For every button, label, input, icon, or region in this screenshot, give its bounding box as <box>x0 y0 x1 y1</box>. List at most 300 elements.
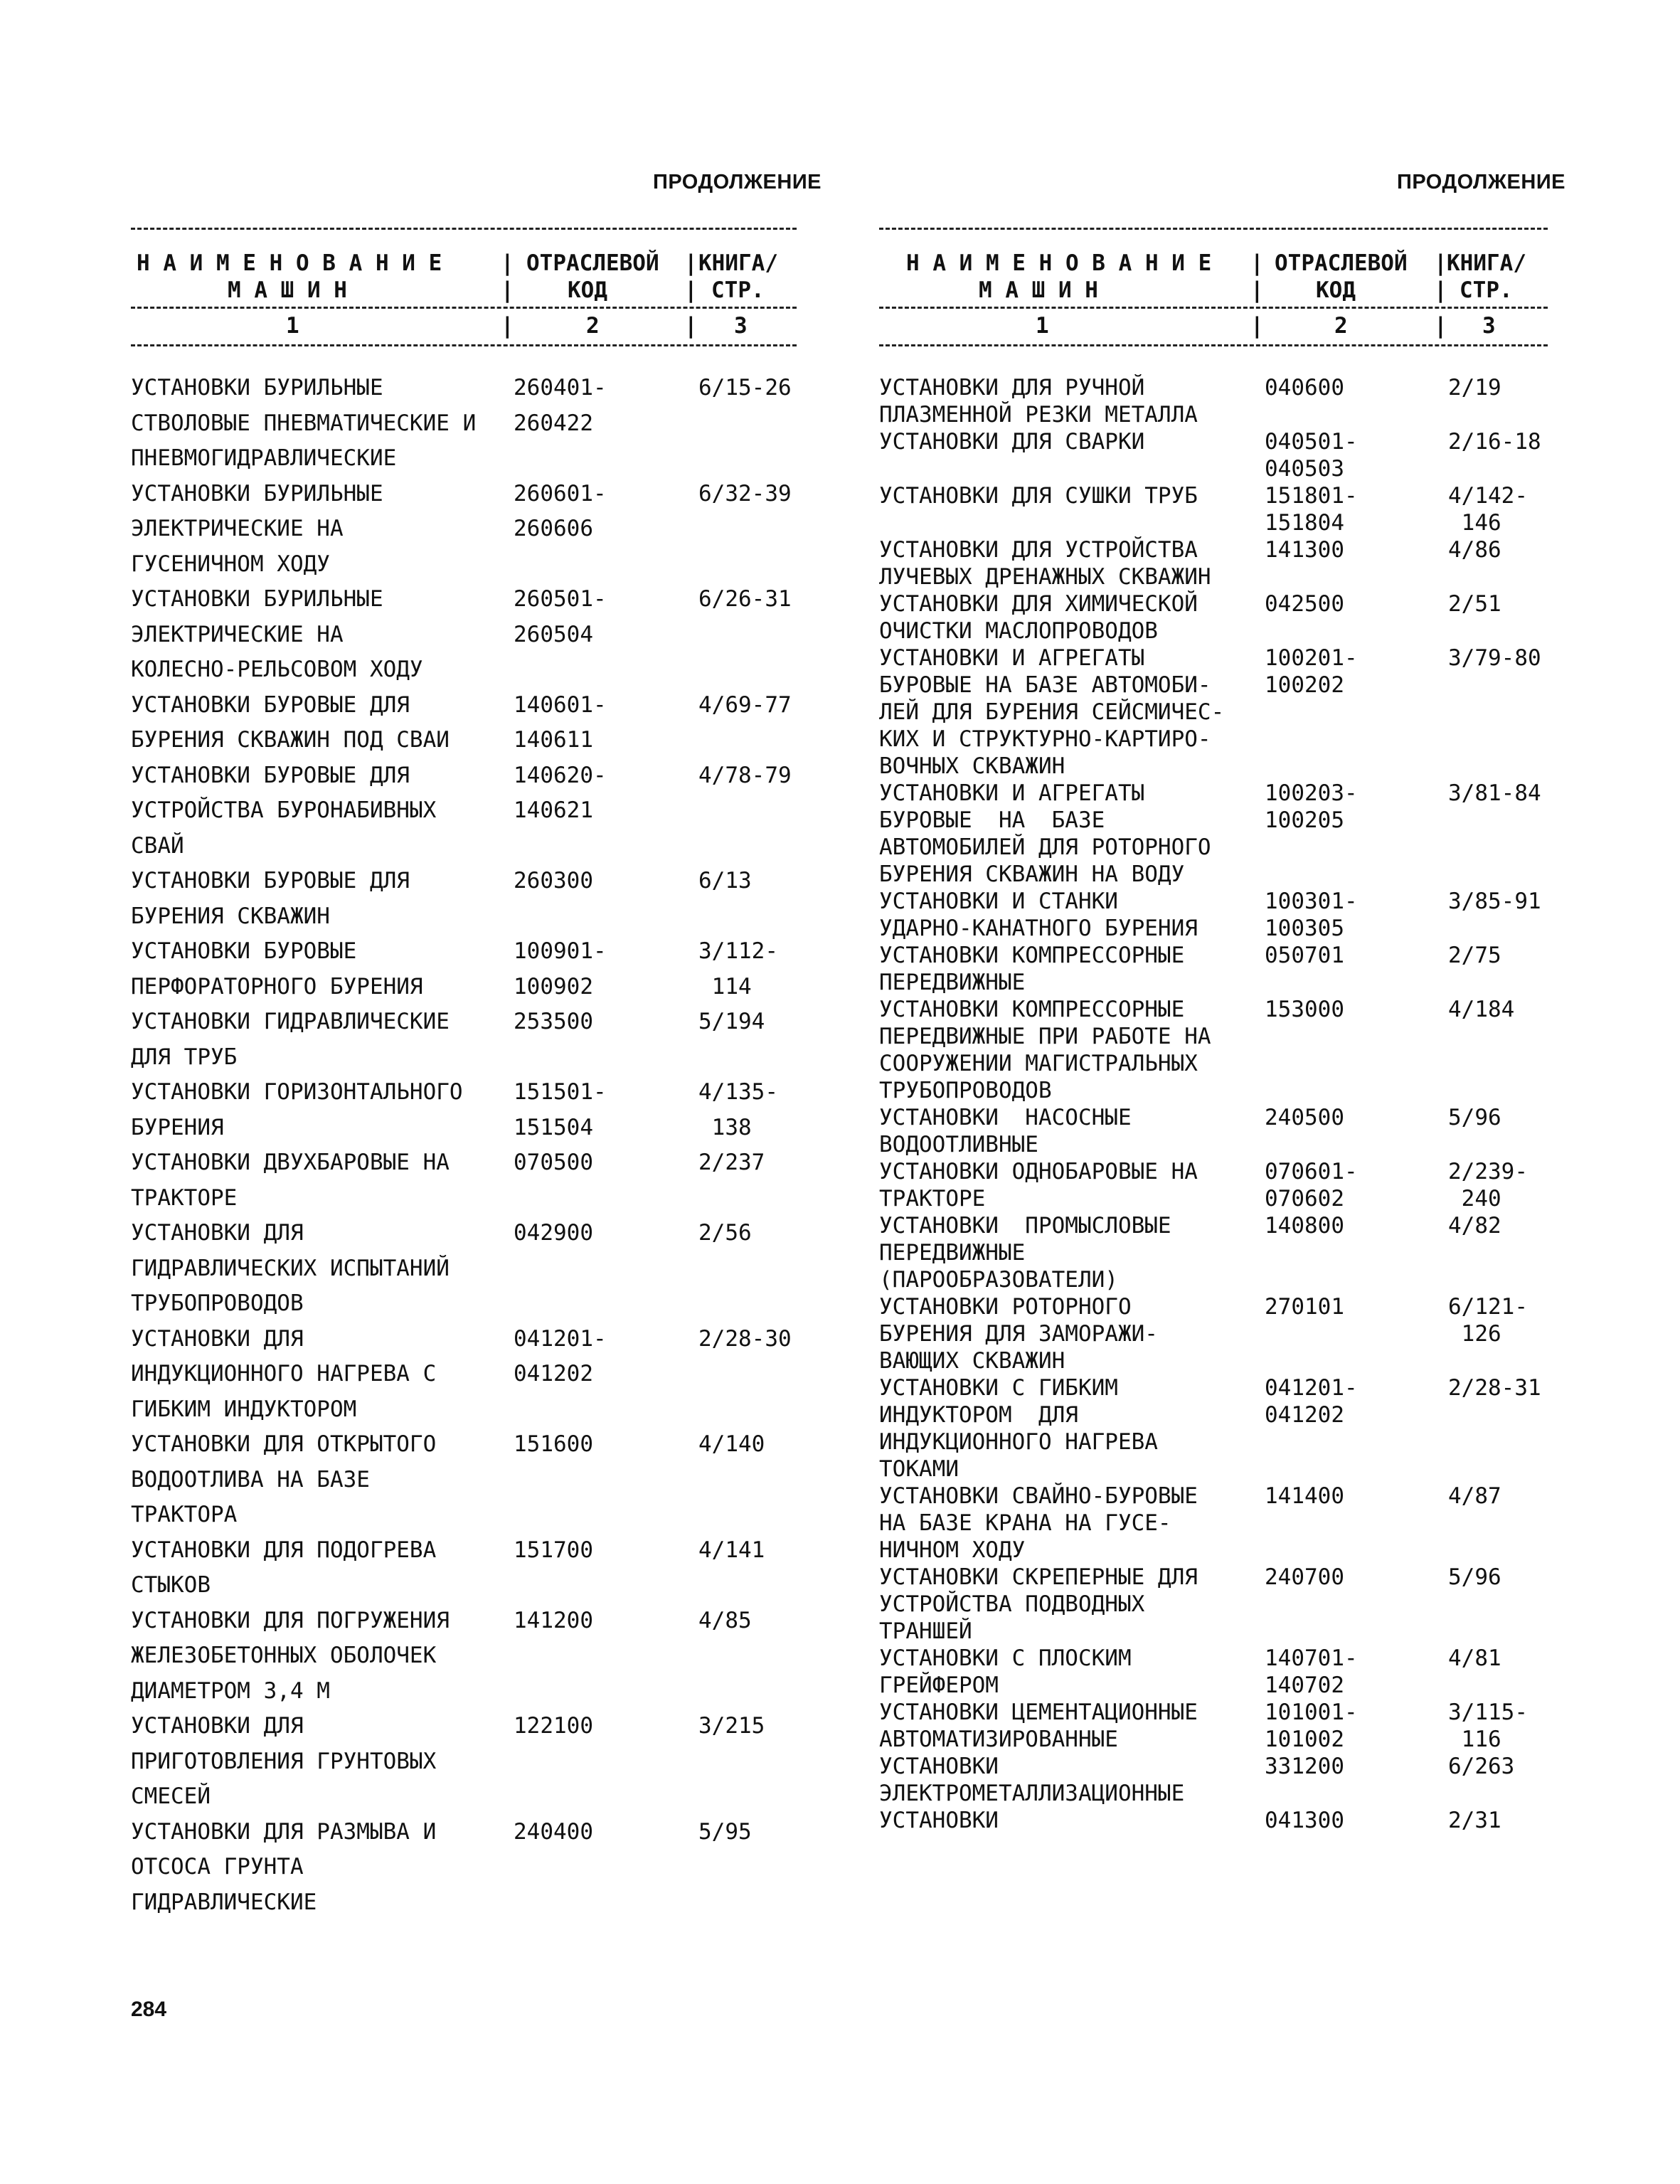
table-row <box>879 564 1548 591</box>
industry-code: 100902 <box>514 973 593 1000</box>
table-row <box>879 537 1548 564</box>
table-row <box>131 1220 797 1256</box>
table-row <box>131 1290 797 1326</box>
table-row <box>131 692 797 728</box>
machine-name: ГИДРАВЛИЧЕСКИЕ <box>131 1889 317 1915</box>
table-row <box>131 763 797 798</box>
col-number-1: 1 <box>1036 313 1049 339</box>
table-row <box>131 1431 797 1467</box>
machine-name: ТРУБОПРОВОДОВ <box>879 1078 1052 1103</box>
industry-code: 270101 <box>1265 1294 1344 1320</box>
machine-name: ОТСОСА ГРУНТА <box>131 1854 304 1880</box>
table-row <box>131 1185 797 1221</box>
table-row <box>131 1537 797 1573</box>
table-row <box>131 551 797 587</box>
header-code-line2: КОД <box>568 277 607 303</box>
header-book-line1: КНИГА/ <box>1447 250 1526 276</box>
industry-code: 040600 <box>1265 375 1344 401</box>
table-row <box>879 726 1548 753</box>
table-row <box>879 1132 1548 1159</box>
machine-name: УСТАНОВКИ ОДНОБАРОВЫЕ НА <box>879 1159 1198 1184</box>
header-code-line1: ОТРАСЛЕВОЙ <box>1275 250 1408 276</box>
machine-name: УСТАНОВКИ БУРИЛЬНЫЕ <box>131 480 383 507</box>
machine-name: БУРЕНИЯ СКВАЖИН ПОД СВАИ <box>131 727 450 753</box>
machine-name: БУРОВЫЕ НА БАЗЕ <box>879 807 1105 833</box>
book-page: 6/32-39 <box>698 480 792 507</box>
industry-code: 240700 <box>1265 1564 1344 1590</box>
machine-name: ГРЕЙФЕРОМ <box>879 1673 999 1698</box>
machine-name: БУРЕНИЯ ДЛЯ ЗАМОРАЖИ- <box>879 1321 1158 1347</box>
table-header <box>879 230 1548 307</box>
header-divider-1b: | <box>501 277 514 303</box>
table-row <box>879 375 1548 402</box>
book-page: 4/81 <box>1448 1645 1501 1671</box>
book-page: 114 <box>698 973 752 1000</box>
machine-name: ПЕРЕДВИЖНЫЕ <box>879 970 1026 995</box>
table-row <box>131 1678 797 1714</box>
table-row <box>879 834 1548 862</box>
machine-name: ТРАКТОРЕ <box>879 1186 986 1212</box>
table-row <box>879 916 1548 943</box>
book-page: 3/112- <box>698 938 778 964</box>
table-row <box>131 938 797 974</box>
industry-code: 070500 <box>514 1150 593 1175</box>
machine-name: ЖЕЛЕЗОБЕТОННЫХ ОБОЛОЧЕК <box>131 1643 437 1668</box>
table-row <box>131 797 797 833</box>
table-row <box>879 889 1548 916</box>
table-header <box>131 230 797 307</box>
machine-name: УСТАНОВКИ ДЛЯ <box>131 1325 304 1352</box>
table-row <box>131 657 797 692</box>
machine-name: УСТАНОВКИ БУРОВЫЕ <box>131 938 357 964</box>
industry-code: 260300 <box>514 868 593 894</box>
column-numbers <box>131 309 797 344</box>
header-code-line1: ОТРАСЛЕВОЙ <box>526 250 659 276</box>
industry-code: 151600 <box>514 1431 593 1457</box>
table-row <box>131 1150 797 1185</box>
machine-name: УСТАНОВКИ БУРОВЫЕ ДЛЯ <box>131 762 410 788</box>
book-page: 4/78-79 <box>698 762 792 788</box>
col-number-3: 3 <box>1482 313 1496 339</box>
table-row <box>131 1326 797 1362</box>
table-row <box>879 456 1548 483</box>
col-number-divider-2: | <box>684 313 698 339</box>
header-code-line2: КОД <box>1316 277 1356 303</box>
machine-name: АВТОМАТИЗИРОВАННЫЕ <box>879 1727 1118 1752</box>
table-row <box>879 1727 1548 1754</box>
table-row <box>879 1781 1548 1808</box>
book-page: 4/142- <box>1448 483 1528 509</box>
machine-name: ЛУЧЕВЫХ ДРЕНАЖНЫХ СКВАЖИН <box>879 564 1211 590</box>
table-row <box>131 445 797 481</box>
book-page: 3/115- <box>1448 1700 1528 1725</box>
machine-name: УСТАНОВКИ ДЛЯ <box>131 1220 304 1246</box>
book-page: 2/56 <box>698 1220 752 1246</box>
industry-code: 100202 <box>1265 672 1344 698</box>
industry-code: 101002 <box>1265 1727 1344 1752</box>
industry-code: 100301- <box>1265 889 1358 914</box>
machine-name: ПРИГОТОВЛЕНИЯ ГРУНТОВЫХ <box>131 1748 437 1774</box>
machine-name: ГИБКИМ ИНДУКТОРОМ <box>131 1396 357 1422</box>
machine-name: СТВОЛОВЫЕ ПНЕВМАТИЧЕСКИЕ И <box>131 410 477 436</box>
industry-code: 240400 <box>514 1818 593 1845</box>
machine-name: БУРЕНИЯ СКВАЖИН <box>131 903 330 929</box>
col-number-divider-2: | <box>1434 313 1447 339</box>
industry-code: 260606 <box>514 516 593 541</box>
industry-code: 040501- <box>1265 429 1358 455</box>
industry-code: 041201- <box>514 1325 607 1352</box>
table-row <box>131 1361 797 1396</box>
header-divider-1b: | <box>1250 277 1264 303</box>
table-row <box>879 1564 1548 1591</box>
industry-code: 140601- <box>514 691 607 718</box>
book-page: 2/28-30 <box>698 1325 792 1352</box>
machine-name: ВОДООТЛИВНЫЕ <box>879 1132 1038 1157</box>
book-page: 4/184 <box>1448 997 1515 1022</box>
machine-name: СВАЙ <box>131 832 184 859</box>
machine-name: УСТАНОВКИ СКРЕПЕРНЫЕ ДЛЯ <box>879 1564 1198 1590</box>
table-row <box>879 1159 1548 1186</box>
header-divider-1: | <box>1250 250 1264 276</box>
table-row <box>879 1051 1548 1078</box>
page-number: 284 <box>131 1998 167 2021</box>
machine-name: УСТАНОВКИ БУРИЛЬНЫЕ <box>131 586 383 612</box>
book-page: 2/28-31 <box>1448 1375 1541 1401</box>
table-row <box>879 1267 1548 1294</box>
industry-code: 050701 <box>1265 943 1344 968</box>
machine-name: ЭЛЕКТРИЧЕСКИЕ НА <box>131 516 344 541</box>
industry-code: 100201- <box>1265 645 1358 671</box>
machine-name: УСТАНОВКИ ДЛЯ ПОГРУЖЕНИЯ <box>131 1607 450 1633</box>
table-row <box>131 833 797 869</box>
machine-name: ТРАКТОРЕ <box>131 1184 238 1211</box>
header-name-line2: М А Ш И Н <box>228 277 347 303</box>
machine-name: УСТАНОВКИ ДЛЯ ПОДОГРЕВА <box>131 1537 437 1563</box>
header-book-line2: СТР. <box>711 277 765 303</box>
book-page: 2/51 <box>1448 591 1501 617</box>
table-row <box>879 1483 1548 1510</box>
column-numbers <box>879 309 1548 344</box>
machine-name: ТОКАМИ <box>879 1456 959 1482</box>
book-page: 4/140 <box>698 1431 765 1457</box>
table-row <box>131 1256 797 1291</box>
table-row <box>879 780 1548 807</box>
industry-code: 141400 <box>1265 1483 1344 1509</box>
table-row <box>879 645 1548 672</box>
industry-code: 100901- <box>514 938 607 964</box>
machine-name: ГИДРАВЛИЧЕСКИХ ИСПЫТАНИЙ <box>131 1255 450 1281</box>
book-page: 2/75 <box>1448 943 1501 968</box>
machine-name: УСТАНОВКИ КОМПРЕССОРНЫЕ <box>879 997 1185 1022</box>
machine-name: АВТОМОБИЛЕЙ ДЛЯ РОТОРНОГО <box>879 834 1211 860</box>
book-page: 6/15-26 <box>698 375 792 401</box>
table-row <box>131 1396 797 1432</box>
machine-name: ПЛАЗМЕННОЙ РЕЗКИ МЕТАЛЛА <box>879 402 1198 428</box>
table-row <box>131 1115 797 1150</box>
header-name-line1: Н А И М Е Н О В А Н И Е <box>137 250 442 276</box>
book-page: 126 <box>1448 1321 1501 1347</box>
machine-name: ПЕРФОРАТОРНОГО БУРЕНИЯ <box>131 973 423 1000</box>
book-page: 4/69-77 <box>698 691 792 718</box>
header-book-line2: СТР. <box>1460 277 1513 303</box>
header-divider-2: | <box>684 250 698 276</box>
industry-code: 151700 <box>514 1537 593 1563</box>
machine-name: УСТАНОВКИ ДЛЯ <box>131 1713 304 1739</box>
table-row <box>879 1240 1548 1267</box>
machine-name: КОЛЕСНО-РЕЛЬСОВОМ ХОДУ <box>131 657 423 682</box>
machine-name: УСТАНОВКИ ДЛЯ СУШКИ ТРУБ <box>879 483 1198 509</box>
table-row <box>879 997 1548 1024</box>
table-row <box>879 807 1548 834</box>
book-page: 146 <box>1448 510 1501 536</box>
machine-name: ТРАНШЕЙ <box>879 1618 972 1644</box>
machine-name: ИНДУКТОРОМ ДЛЯ <box>879 1402 1078 1428</box>
table-row <box>879 1456 1548 1483</box>
book-page: 2/19 <box>1448 375 1501 401</box>
table-row <box>879 1078 1548 1105</box>
industry-code: 140620- <box>514 762 607 788</box>
industry-code: 260401- <box>514 375 607 401</box>
table-row <box>879 753 1548 780</box>
industry-code: 140621 <box>514 797 593 823</box>
table-row <box>879 1618 1548 1645</box>
table-row <box>131 974 797 1009</box>
industry-code: 140611 <box>514 727 593 753</box>
machine-name: УСТАНОВКИ С ПЛОСКИМ <box>879 1645 1132 1671</box>
machine-name: ВОДООТЛИВА НА БАЗЕ <box>131 1466 370 1493</box>
table-row <box>131 727 797 763</box>
machine-name: УСТАНОВКИ РОТОРНОГО <box>879 1294 1132 1320</box>
table-row <box>131 1044 797 1080</box>
table-row <box>879 1375 1548 1402</box>
book-page: 4/141 <box>698 1537 765 1563</box>
table-row <box>879 1402 1548 1429</box>
right-continued-label: ПРОДОЛЖЕНИЕ <box>1397 171 1566 194</box>
industry-code: 140701- <box>1265 1645 1358 1671</box>
machine-name: ТРАКТОРА <box>131 1502 238 1527</box>
table-row <box>879 1754 1548 1781</box>
machine-name: ЭЛЕКТРИЧЕСКИЕ НА <box>131 621 344 647</box>
industry-code: 260601- <box>514 480 607 507</box>
machine-name: УСТРОЙСТВА БУРОНАБИВНЫХ <box>131 797 437 823</box>
machine-name: УДАРНО-КАНАТНОГО БУРЕНИЯ <box>879 916 1198 941</box>
machine-name: УСТАНОВКИ БУРИЛЬНЫЕ <box>131 375 383 401</box>
table-row <box>131 375 797 410</box>
table-row <box>131 481 797 516</box>
table-row <box>879 1510 1548 1537</box>
header-book-line1: КНИГА/ <box>698 250 778 276</box>
machine-name: ИНДУКЦИОННОГО НАГРЕВА С <box>131 1361 437 1387</box>
table-row <box>131 1572 797 1608</box>
table-row <box>879 1537 1548 1564</box>
book-page: 6/263 <box>1448 1754 1515 1779</box>
industry-code: 041300 <box>1265 1808 1344 1833</box>
table-row <box>131 903 797 939</box>
machine-name: ГУСЕНИЧНОМ ХОДУ <box>131 551 330 577</box>
table-row <box>131 586 797 622</box>
header-divider-1: | <box>501 250 514 276</box>
book-page: 3/81-84 <box>1448 780 1541 806</box>
book-page: 6/13 <box>698 868 752 894</box>
right-entries <box>879 375 1548 1835</box>
left-continued-label: ПРОДОЛЖЕНИЕ <box>653 171 822 194</box>
book-page: 6/26-31 <box>698 586 792 612</box>
machine-name: НИЧНОМ ХОДУ <box>879 1537 1026 1563</box>
book-page: 3/79-80 <box>1448 645 1541 671</box>
table-row <box>879 1294 1548 1321</box>
industry-code: 153000 <box>1265 997 1344 1022</box>
industry-code: 041201- <box>1265 1375 1358 1401</box>
table-row <box>879 699 1548 726</box>
book-page: 2/239- <box>1448 1159 1528 1184</box>
table-row <box>131 868 797 903</box>
machine-name: УСТАНОВКИ ДЛЯ РАЗМЫВА И <box>131 1818 437 1845</box>
machine-name: СООРУЖЕНИИ МАГИСТРАЛЬНЫХ <box>879 1051 1198 1076</box>
table-row <box>879 1348 1548 1375</box>
machine-name: ИНДУКЦИОННОГО НАГРЕВА <box>879 1429 1158 1455</box>
industry-code: 100203- <box>1265 780 1358 806</box>
table-row <box>131 1889 797 1925</box>
book-page: 2/237 <box>698 1150 765 1175</box>
industry-code: 260504 <box>514 621 593 647</box>
header-name-line1: Н А И М Е Н О В А Н И Е <box>906 250 1212 276</box>
table-row <box>879 483 1548 510</box>
table-row <box>131 1608 797 1643</box>
machine-name: УСТАНОВКИ ДЛЯ РУЧНОЙ <box>879 375 1145 401</box>
table-row <box>131 1502 797 1537</box>
right-index-column <box>879 228 1548 1835</box>
machine-name: БУРЕНИЯ СКВАЖИН НА ВОДУ <box>879 862 1185 887</box>
book-page: 240 <box>1448 1186 1501 1212</box>
book-page: 4/135- <box>698 1079 778 1105</box>
industry-code: 070601- <box>1265 1159 1358 1184</box>
machine-name: КИХ И СТРУКТУРНО-КАРТИРО- <box>879 726 1211 752</box>
industry-code: 141300 <box>1265 537 1344 563</box>
machine-name: УСТАНОВКИ ГИДРАВЛИЧЕСКИЕ <box>131 1009 450 1034</box>
industry-code: 240500 <box>1265 1105 1344 1130</box>
industry-code: 041202 <box>514 1361 593 1387</box>
machine-name: БУРОВЫЕ НА БАЗЕ АВТОМОБИ- <box>879 672 1211 698</box>
col-number-2: 2 <box>1334 313 1348 339</box>
table-row <box>131 1854 797 1889</box>
machine-name: УСТАНОВКИ ДВУХБАРОВЫЕ НА <box>131 1150 450 1175</box>
table-row <box>131 410 797 446</box>
machine-name: БУРЕНИЯ <box>131 1114 224 1140</box>
industry-code: 040503 <box>1265 456 1344 482</box>
industry-code: 151801- <box>1265 483 1358 509</box>
book-page: 5/96 <box>1448 1105 1501 1130</box>
machine-name: УСТРОЙСТВА ПОДВОДНЫХ <box>879 1591 1145 1617</box>
machine-name: ПЕРЕДВИЖНЫЕ <box>879 1240 1026 1266</box>
machine-name: УСТАНОВКИ СВАЙНО-БУРОВЫЕ <box>879 1483 1198 1509</box>
table-row <box>879 591 1548 618</box>
machine-name: ПЕРЕДВИЖНЫЕ ПРИ РАБОТЕ НА <box>879 1024 1211 1049</box>
industry-code: 042900 <box>514 1220 593 1246</box>
table-row <box>131 1009 797 1044</box>
machine-name: УСТАНОВКИ И СТАНКИ <box>879 889 1118 914</box>
machine-name: УСТАНОВКИ БУРОВЫЕ ДЛЯ <box>131 691 410 718</box>
table-row <box>131 1643 797 1678</box>
machine-name: УСТАНОВКИ ДЛЯ УСТРОЙСТВА <box>879 537 1198 563</box>
book-page: 3/215 <box>698 1713 765 1739</box>
table-row <box>131 1749 797 1784</box>
book-page: 3/85-91 <box>1448 889 1541 914</box>
table-row <box>879 1673 1548 1700</box>
book-page: 4/85 <box>698 1607 752 1633</box>
book-page: 5/194 <box>698 1009 765 1034</box>
industry-code: 070602 <box>1265 1186 1344 1212</box>
machine-name: УСТАНОВКИ ГОРИЗОНТАЛЬНОГО <box>131 1079 463 1105</box>
industry-code: 260501- <box>514 586 607 612</box>
left-index-column <box>131 228 797 1924</box>
machine-name: УСТАНОВКИ ДЛЯ ОТКРЫТОГО <box>131 1431 437 1457</box>
table-row <box>131 1819 797 1855</box>
table-row <box>879 618 1548 645</box>
book-page: 4/82 <box>1448 1213 1501 1239</box>
table-row <box>879 970 1548 997</box>
table-row <box>131 1079 797 1115</box>
header-divider-2b: | <box>1434 277 1447 303</box>
industry-code: 140702 <box>1265 1673 1344 1698</box>
table-row <box>879 1186 1548 1213</box>
book-page: 2/16-18 <box>1448 429 1541 455</box>
industry-code: 041202 <box>1265 1402 1344 1428</box>
table-row <box>879 1429 1548 1456</box>
machine-name: ЛЕЙ ДЛЯ БУРЕНИЯ СЕЙСМИЧЕС- <box>879 699 1225 725</box>
machine-name: УСТАНОВКИ <box>879 1754 999 1779</box>
machine-name: УСТАНОВКИ И АГРЕГАТЫ <box>879 645 1145 671</box>
industry-code: 260422 <box>514 410 593 436</box>
table-row <box>879 510 1548 537</box>
table-row <box>879 1105 1548 1132</box>
table-row <box>879 1321 1548 1348</box>
industry-code: 140800 <box>1265 1213 1344 1239</box>
machine-name: УСТАНОВКИ <box>879 1808 999 1833</box>
table-row <box>879 1213 1548 1240</box>
header-bottom-rule <box>131 344 797 346</box>
book-page: 5/95 <box>698 1818 752 1845</box>
industry-code: 122100 <box>514 1713 593 1739</box>
machine-name: ВОЧНЫХ СКВАЖИН <box>879 753 1065 779</box>
header-name-line2: М А Ш И Н <box>979 277 1098 303</box>
col-number-3: 3 <box>734 313 748 339</box>
machine-name: СТЫКОВ <box>131 1572 211 1598</box>
machine-name: УСТАНОВКИ ПРОМЫСЛОВЫЕ <box>879 1213 1171 1239</box>
table-row <box>131 1467 797 1502</box>
machine-name: УСТАНОВКИ С ГИБКИМ <box>879 1375 1118 1401</box>
table-row <box>879 862 1548 889</box>
machine-name: НА БАЗЕ КРАНА НА ГУСЕ- <box>879 1510 1171 1536</box>
machine-name: ОЧИСТКИ МАСЛОПРОВОДОВ <box>879 618 1158 644</box>
book-page: 2/31 <box>1448 1808 1501 1833</box>
machine-name: ДИАМЕТРОМ 3,4 М <box>131 1677 330 1704</box>
book-page: 4/87 <box>1448 1483 1501 1509</box>
table-row <box>879 1024 1548 1051</box>
book-page: 6/121- <box>1448 1294 1528 1320</box>
machine-name: УСТАНОВКИ И АГРЕГАТЫ <box>879 780 1145 806</box>
book-page: 116 <box>1448 1727 1501 1752</box>
table-row <box>879 1700 1548 1727</box>
machine-name: ДЛЯ ТРУБ <box>131 1044 238 1070</box>
table-row <box>879 429 1548 456</box>
machine-name: СМЕСЕЙ <box>131 1783 211 1809</box>
machine-name: УСТАНОВКИ ДЛЯ ХИМИЧЕСКОЙ <box>879 591 1198 617</box>
industry-code: 101001- <box>1265 1700 1358 1725</box>
table-row <box>131 1713 797 1749</box>
table-row <box>879 402 1548 429</box>
col-number-2: 2 <box>586 313 600 339</box>
industry-code: 253500 <box>514 1009 593 1034</box>
